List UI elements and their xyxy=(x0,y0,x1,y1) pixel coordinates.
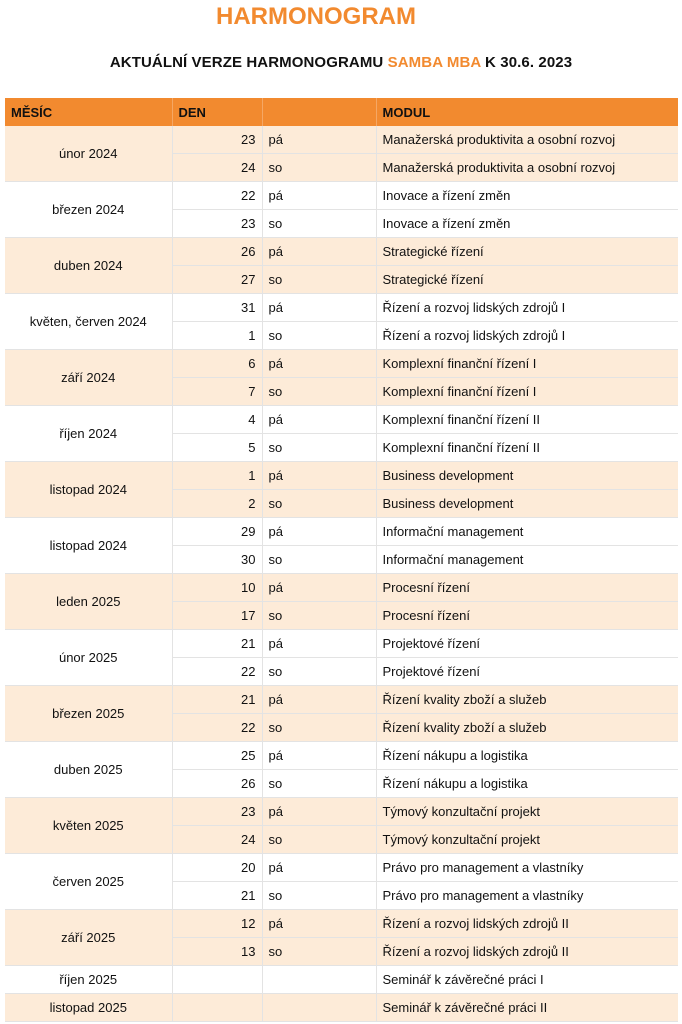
day-cell: 23 xyxy=(172,210,262,238)
day-cell: 2 xyxy=(172,490,262,518)
month-cell: březen 2024 xyxy=(5,182,172,238)
page-title: HARMONOGRAM xyxy=(216,3,416,30)
weekday-cell: pá xyxy=(262,350,376,378)
module-cell: Řízení a rozvoj lidských zdrojů I xyxy=(376,294,678,322)
module-cell: Informační management xyxy=(376,546,678,574)
weekday-cell: pá xyxy=(262,182,376,210)
weekday-cell: pá xyxy=(262,686,376,714)
subtitle-brand: SAMBA MBA xyxy=(387,54,481,71)
month-cell: říjen 2024 xyxy=(5,406,172,462)
weekday-cell: so xyxy=(262,154,376,182)
weekday-cell: pá xyxy=(262,238,376,266)
weekday-cell: pá xyxy=(262,798,376,826)
weekday-cell xyxy=(262,966,376,994)
day-cell: 31 xyxy=(172,294,262,322)
subtitle-prefix: AKTUÁLNÍ VERZE HARMONOGRAMU xyxy=(109,54,384,71)
module-cell: Procesní řízení xyxy=(376,574,678,602)
module-cell: Komplexní finanční řízení I xyxy=(376,350,678,378)
table-row xyxy=(5,518,678,546)
day-cell: 22 xyxy=(172,714,262,742)
module-cell: Řízení nákupu a logistika xyxy=(376,770,678,798)
module-cell: Právo pro management a vlastníky xyxy=(376,882,678,910)
table-row xyxy=(5,686,678,714)
table-row xyxy=(5,350,678,378)
schedule-body xyxy=(5,126,678,1022)
module-cell: Projektové řízení xyxy=(376,630,678,658)
month-cell: červen 2025 xyxy=(5,854,172,910)
module-cell: Řízení a rozvoj lidských zdrojů I xyxy=(376,322,678,350)
month-cell: září 2024 xyxy=(5,350,172,406)
weekday-cell: so xyxy=(262,882,376,910)
weekday-cell: pá xyxy=(262,742,376,770)
module-cell: Procesní řízení xyxy=(376,602,678,630)
month-cell: květen, červen 2024 xyxy=(5,294,172,350)
day-cell: 23 xyxy=(172,126,262,154)
table-row xyxy=(5,798,678,826)
day-cell: 22 xyxy=(172,658,262,686)
weekday-cell xyxy=(262,994,376,1022)
month-cell: květen 2025 xyxy=(5,798,172,854)
module-cell: Inovace a řízení změn xyxy=(376,210,678,238)
day-cell: 13 xyxy=(172,938,262,966)
day-cell: 23 xyxy=(172,798,262,826)
weekday-cell: so xyxy=(262,378,376,406)
day-cell: 20 xyxy=(172,854,262,882)
weekday-cell: so xyxy=(262,602,376,630)
month-cell: únor 2025 xyxy=(5,630,172,686)
weekday-cell: pá xyxy=(262,126,376,154)
day-cell: 4 xyxy=(172,406,262,434)
table-row xyxy=(5,742,678,770)
module-cell: Komplexní finanční řízení II xyxy=(376,406,678,434)
module-cell: Týmový konzultační projekt xyxy=(376,826,678,854)
day-cell xyxy=(172,994,262,1022)
module-cell: Seminář k závěrečné práci II xyxy=(376,994,678,1022)
module-cell: Komplexní finanční řízení I xyxy=(376,378,678,406)
table-row xyxy=(5,966,678,994)
month-cell: listopad 2025 xyxy=(5,994,172,1022)
module-cell: Manažerská produktivita a osobní rozvoj xyxy=(376,154,678,182)
weekday-cell: so xyxy=(262,322,376,350)
day-cell: 24 xyxy=(172,826,262,854)
day-cell: 5 xyxy=(172,434,262,462)
day-cell: 30 xyxy=(172,546,262,574)
month-cell: říjen 2025 xyxy=(5,966,172,994)
module-cell: Právo pro management a vlastníky xyxy=(376,854,678,882)
table-row xyxy=(5,406,678,434)
table-row xyxy=(5,182,678,210)
month-cell: leden 2025 xyxy=(5,574,172,630)
weekday-cell: so xyxy=(262,938,376,966)
module-cell: Manažerská produktivita a osobní rozvoj xyxy=(376,126,678,154)
day-cell: 21 xyxy=(172,882,262,910)
module-cell: Strategické řízení xyxy=(376,266,678,294)
day-cell: 21 xyxy=(172,686,262,714)
weekday-cell: so xyxy=(262,658,376,686)
module-cell: Řízení kvality zboží a služeb xyxy=(376,686,678,714)
month-cell: duben 2024 xyxy=(5,238,172,294)
module-cell: Inovace a řízení změn xyxy=(376,182,678,210)
day-cell: 1 xyxy=(172,462,262,490)
module-cell: Řízení a rozvoj lidských zdrojů II xyxy=(376,910,678,938)
weekday-cell: so xyxy=(262,266,376,294)
day-cell: 26 xyxy=(172,770,262,798)
module-cell: Strategické řízení xyxy=(376,238,678,266)
month-cell: únor 2024 xyxy=(5,126,172,182)
column-header-month: MĚSÍC xyxy=(5,98,172,126)
module-cell: Řízení a rozvoj lidských zdrojů II xyxy=(376,938,678,966)
table-row xyxy=(5,854,678,882)
weekday-cell: pá xyxy=(262,294,376,322)
month-cell: listopad 2024 xyxy=(5,518,172,574)
month-cell: listopad 2024 xyxy=(5,462,172,518)
table-row xyxy=(5,910,678,938)
month-cell: září 2025 xyxy=(5,910,172,966)
day-cell: 1 xyxy=(172,322,262,350)
weekday-cell: so xyxy=(262,490,376,518)
table-row xyxy=(5,574,678,602)
module-cell: Seminář k závěrečné práci I xyxy=(376,966,678,994)
day-cell: 27 xyxy=(172,266,262,294)
column-header-day: DEN xyxy=(172,98,262,126)
day-cell: 24 xyxy=(172,154,262,182)
weekday-cell: pá xyxy=(262,574,376,602)
month-cell: březen 2025 xyxy=(5,686,172,742)
day-cell: 7 xyxy=(172,378,262,406)
day-cell: 21 xyxy=(172,630,262,658)
table-row xyxy=(5,462,678,490)
subtitle xyxy=(0,52,682,74)
table-row xyxy=(5,126,678,154)
table-row xyxy=(5,238,678,266)
weekday-cell: pá xyxy=(262,910,376,938)
month-cell: duben 2025 xyxy=(5,742,172,798)
weekday-cell: so xyxy=(262,826,376,854)
module-cell: Komplexní finanční řízení II xyxy=(376,434,678,462)
table-row xyxy=(5,294,678,322)
weekday-cell: pá xyxy=(262,854,376,882)
module-cell: Business development xyxy=(376,462,678,490)
day-cell: 17 xyxy=(172,602,262,630)
day-cell: 26 xyxy=(172,238,262,266)
day-cell xyxy=(172,966,262,994)
day-cell: 25 xyxy=(172,742,262,770)
weekday-cell: pá xyxy=(262,518,376,546)
module-cell: Projektové řízení xyxy=(376,658,678,686)
header-row xyxy=(5,98,678,126)
module-cell: Business development xyxy=(376,490,678,518)
column-header-weekday xyxy=(262,98,376,126)
day-cell: 22 xyxy=(172,182,262,210)
weekday-cell: so xyxy=(262,210,376,238)
weekday-cell: so xyxy=(262,770,376,798)
day-cell: 6 xyxy=(172,350,262,378)
weekday-cell: pá xyxy=(262,462,376,490)
weekday-cell: so xyxy=(262,546,376,574)
weekday-cell: so xyxy=(262,714,376,742)
subtitle-suffix: K 30.6. 2023 xyxy=(485,54,573,71)
table-row xyxy=(5,994,678,1022)
module-cell: Informační management xyxy=(376,518,678,546)
schedule-table xyxy=(5,98,678,1022)
weekday-cell: so xyxy=(262,434,376,462)
weekday-cell: pá xyxy=(262,406,376,434)
day-cell: 29 xyxy=(172,518,262,546)
module-cell: Řízení nákupu a logistika xyxy=(376,742,678,770)
table-row xyxy=(5,630,678,658)
day-cell: 12 xyxy=(172,910,262,938)
column-header-module: MODUL xyxy=(376,98,678,126)
weekday-cell: pá xyxy=(262,630,376,658)
day-cell: 10 xyxy=(172,574,262,602)
module-cell: Týmový konzultační projekt xyxy=(376,798,678,826)
module-cell: Řízení kvality zboží a služeb xyxy=(376,714,678,742)
